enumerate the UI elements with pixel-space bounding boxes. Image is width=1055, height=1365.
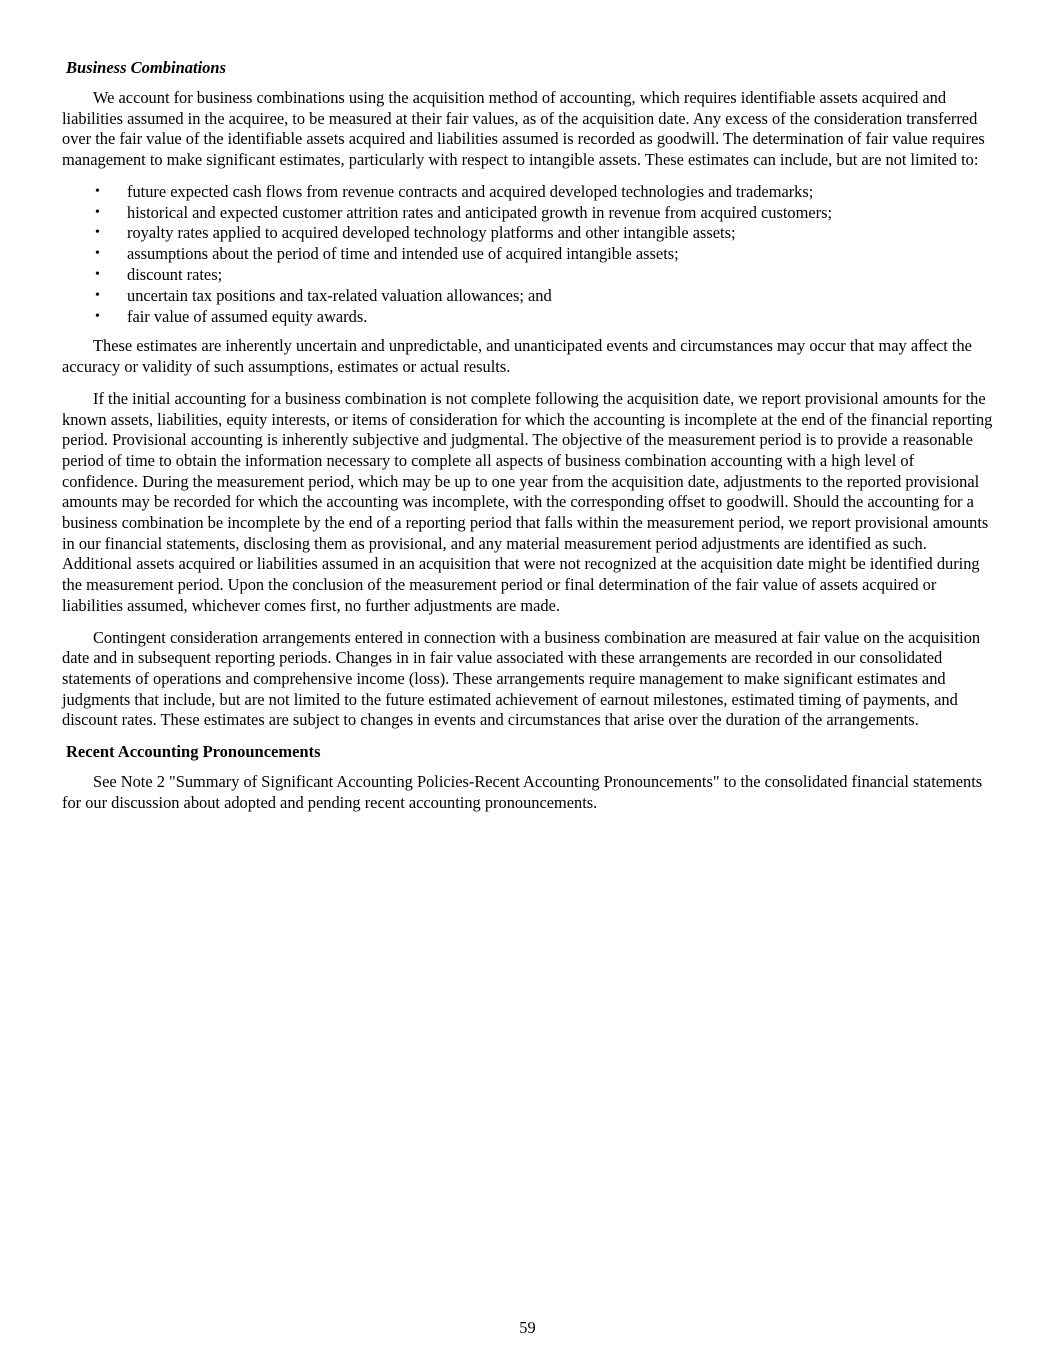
bullet-icon: •: [95, 308, 100, 324]
list-item: [62, 223, 993, 244]
list-item-text: royalty rates applied to acquired developed technology platforms and other intangible assets;: [127, 223, 736, 243]
list-item: [62, 265, 993, 286]
list-item: [62, 244, 993, 265]
paragraph-contingent-consideration: Contingent consideration arrangements entered in connection with a business combination are measured at fair value on the acquisition date and in subsequent reporting periods. Changes in in fair value associated with these arrangements are recorded in our consolidated statements of operations and comprehensive income (loss). These arrangements require management to make significant estimates and judgments that include, but are not limited to the future estimated achievement of earnout milestones, estimated timing of payments, and discount rates. These estimates are subject to changes in events and circumstances that arise over the duration of the arrangements.: [62, 627, 981, 730]
list-item: [62, 182, 993, 203]
list-item: [62, 307, 993, 328]
section-heading-business-combinations: Business Combinations: [66, 58, 227, 77]
bullet-icon: •: [95, 267, 100, 282]
estimates-bullet-list: [62, 182, 993, 328]
list-item: [62, 203, 993, 224]
bullet-icon: •: [95, 287, 100, 303]
paragraph-estimates-uncertain: These estimates are inherently uncertain and unpredictable, and unanticipated events and circumstances may occur that may affect the accuracy or validity of such assumptions, estimates or actual results.: [62, 336, 972, 377]
list-item-text: uncertain tax positions and tax-related valuation allowances; and: [127, 285, 552, 305]
list-item-text: discount rates;: [127, 265, 223, 284]
bullet-icon: •: [95, 225, 100, 241]
list-item-text: fair value of assumed equity awards.: [127, 306, 368, 326]
list-item-text: historical and expected customer attrition rates and anticipated growth in revenue from acquired customers;: [127, 202, 832, 222]
section-heading-recent-accounting-pronouncements: Recent Accounting Pronouncements: [66, 742, 321, 762]
list-item-text: future expected cash flows from revenue contracts and acquired developed technologies and trademarks;: [127, 181, 814, 201]
list-item-text: assumptions about the period of time and intended use of acquired intangible assets;: [127, 244, 679, 264]
bullet-icon: •: [95, 183, 100, 199]
paragraph-see-note-2: See Note 2 "Summary of Significant Accounting Policies-Recent Accounting Pronouncements" to the consolidated financial statements for our discussion about adopted and pending recent accounting pronouncements.: [62, 772, 983, 812]
paragraph-provisional-accounting: If the initial accounting for a business combination is not complete following the acquisition date, we report provisional amounts for the known assets, liabilities, equity interests, or items of consideration for which the accounting is incomplete at the end of the financial reporting period. Provisional accounting is inherently subjective and judgmental. The objective of the measurement period is to provide a reasonable period of time to obtain the information necessary to complete all aspects of business combination accounting with a high level of confidence. During the measurement period, which may be up to one year from the acquisition date, adjustments to the reported provisional amounts may be recorded for which the accounting was incomplete, with the corresponding offset to goodwill. Should the accounting for a business combination be incomplete by the end of a reporting period that falls within the measurement period, we report provisional amounts in our financial statements, disclosing them as provisional, and any material measurement period adjustments are identified as such. Additional assets acquired or liabilities assumed in an acquisition that were not recognized at the acquisition date might be identified during the measurement period. Upon the conclusion of the measurement period or final determination of the fair value of assets acquired or liabilities assumed, whichever comes first, no further adjustments are made.: [62, 388, 993, 615]
bullet-icon: •: [95, 246, 100, 262]
page-number: 59: [519, 1318, 536, 1337]
list-item: [62, 286, 993, 307]
paragraph-acquisition-method: We account for business combinations using the acquisition method of accounting, which requires identifiable assets acquired and liabilities assumed in the acquiree, to be measured at their fair values, as of the acquisition date. Any excess of the consideration transferred over the fair value of the identifiable assets acquired and liabilities assumed is recorded as goodwill. The determination of fair value requires management to make significant estimates, particularly with respect to intangible assets. These estimates can include, but are not limited to:: [62, 88, 985, 170]
bullet-icon: •: [95, 204, 100, 220]
